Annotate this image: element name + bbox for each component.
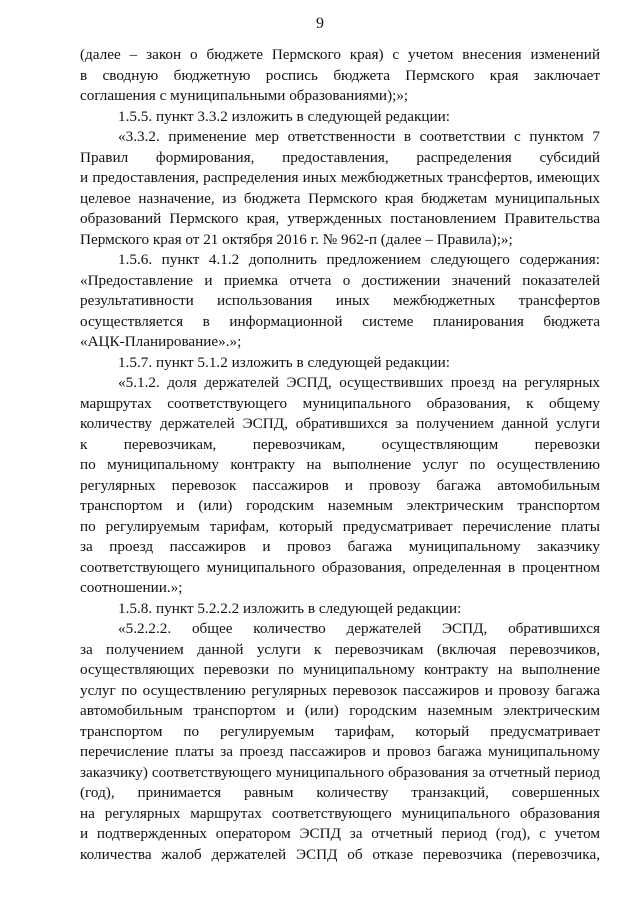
text-line: в сводную бюджетную роспись бюджета Пермского края заключает	[80, 66, 600, 84]
text-line: 1.5.8. пункт 5.2.2.2 изложить в следующей редакции:	[118, 599, 462, 617]
text-line: 1.5.5. пункт 3.3.2 изложить в следующей редакции:	[118, 107, 450, 125]
text-line: заказчику) соответствующего муниципального образования за отчетный период	[80, 763, 600, 781]
text-line: «АЦК-Планирование».»;	[80, 333, 242, 350]
text-line: осуществляется в информационной системе планирования бюджета	[80, 312, 600, 330]
text-line: маршрутах соответствующего муниципального образования, к общему	[80, 394, 600, 412]
text-line: и подтвержденных оператором ЭСПД за отчетный период (год), с учетом	[80, 825, 600, 842]
text-line: (год), принимается равным количеству транзакций, совершенных	[80, 784, 600, 801]
text-line: количеству держателей ЭСПД, обратившихся за получением данной услуги	[80, 415, 600, 432]
page-number: 9	[316, 15, 324, 32]
text-line: услуг по осуществлению регулярных перевозок пассажиров и провозу багажа	[80, 681, 600, 699]
text-line: по регулируемым тарифам, который предусматривает перечисление платы	[80, 517, 600, 535]
text-line: осуществляющих перевозки по муниципальному контракту на выполнение	[80, 661, 600, 678]
text-line: 1.5.7. пункт 5.1.2 изложить в следующей редакции:	[118, 353, 450, 371]
text-line: за получением данной услуги к перевозчикам (включая перевозчиков,	[80, 640, 600, 658]
text-line: образований Пермского края, утвержденных постановлением Правительства	[80, 210, 600, 227]
text-line: по муниципальному контракту на выполнение услуг по осуществлению	[80, 456, 600, 473]
text-line: 1.5.6. пункт 4.1.2 дополнить предложением следующего содержания:	[118, 251, 600, 268]
text-line: результативности использования иных межбюджетных трансфертов	[80, 292, 600, 309]
text-line: «5.1.2. доля держателей ЭСПД, осуществивших проезд на регулярных	[118, 374, 600, 391]
document-body	[80, 45, 600, 865]
text-line: за проезд пассажиров и провоз багажа муниципальному заказчику	[80, 538, 600, 555]
text-line: Пермского края от 21 октября 2016 г. № 962-п (далее – Правила);»;	[80, 230, 513, 248]
text-line: «5.2.2.2. общее количество держателей ЭСПД, обратившихся	[118, 620, 600, 637]
text-line: соглашения с муниципальными образованиями);»;	[80, 87, 409, 104]
text-line: транспортом и (или) городским наземным электрическим транспортом	[80, 497, 600, 514]
text-line: соотношении.»;	[80, 579, 183, 596]
text-line: (далее – закон о бюджете Пермского края) с учетом внесения изменений	[80, 46, 600, 63]
text-line: автомобильным транспортом и (или) городским наземным электрическим	[80, 702, 600, 719]
text-line: «Предоставление и приемка отчета о достижении значений показателей	[80, 271, 600, 289]
text-line: регулярных перевозок пассажиров и провозу багажа автомобильным	[80, 476, 600, 494]
text-line: «3.3.2. применение мер ответственности в соответствии с пунктом 7	[118, 128, 600, 145]
text-line: целевое назначение, из бюджета Пермского края бюджетам муниципальных	[80, 189, 600, 207]
text-line: на регулярных маршрутах соответствующего муниципального образования	[80, 804, 600, 822]
text-line: соответствующего муниципального образования, определенная в процентном	[80, 558, 600, 576]
text-line: и предоставления, распределения иных межбюджетных трансфертов, имеющих	[80, 169, 600, 186]
text-line: количества жалоб держателей ЭСПД об отказе перевозчика (перевозчика,	[80, 845, 600, 863]
text-line: перечисление платы за проезд пассажиров и провоз багажа муниципальному	[80, 743, 600, 760]
text-line: транспортом по регулируемым тарифам, который предусматривает	[80, 722, 600, 740]
text-line: к перевозчикам, перевозчикам, осуществляющим перевозки	[80, 435, 600, 453]
text-line: Правил формирования, предоставления, распределения субсидий	[80, 148, 600, 166]
